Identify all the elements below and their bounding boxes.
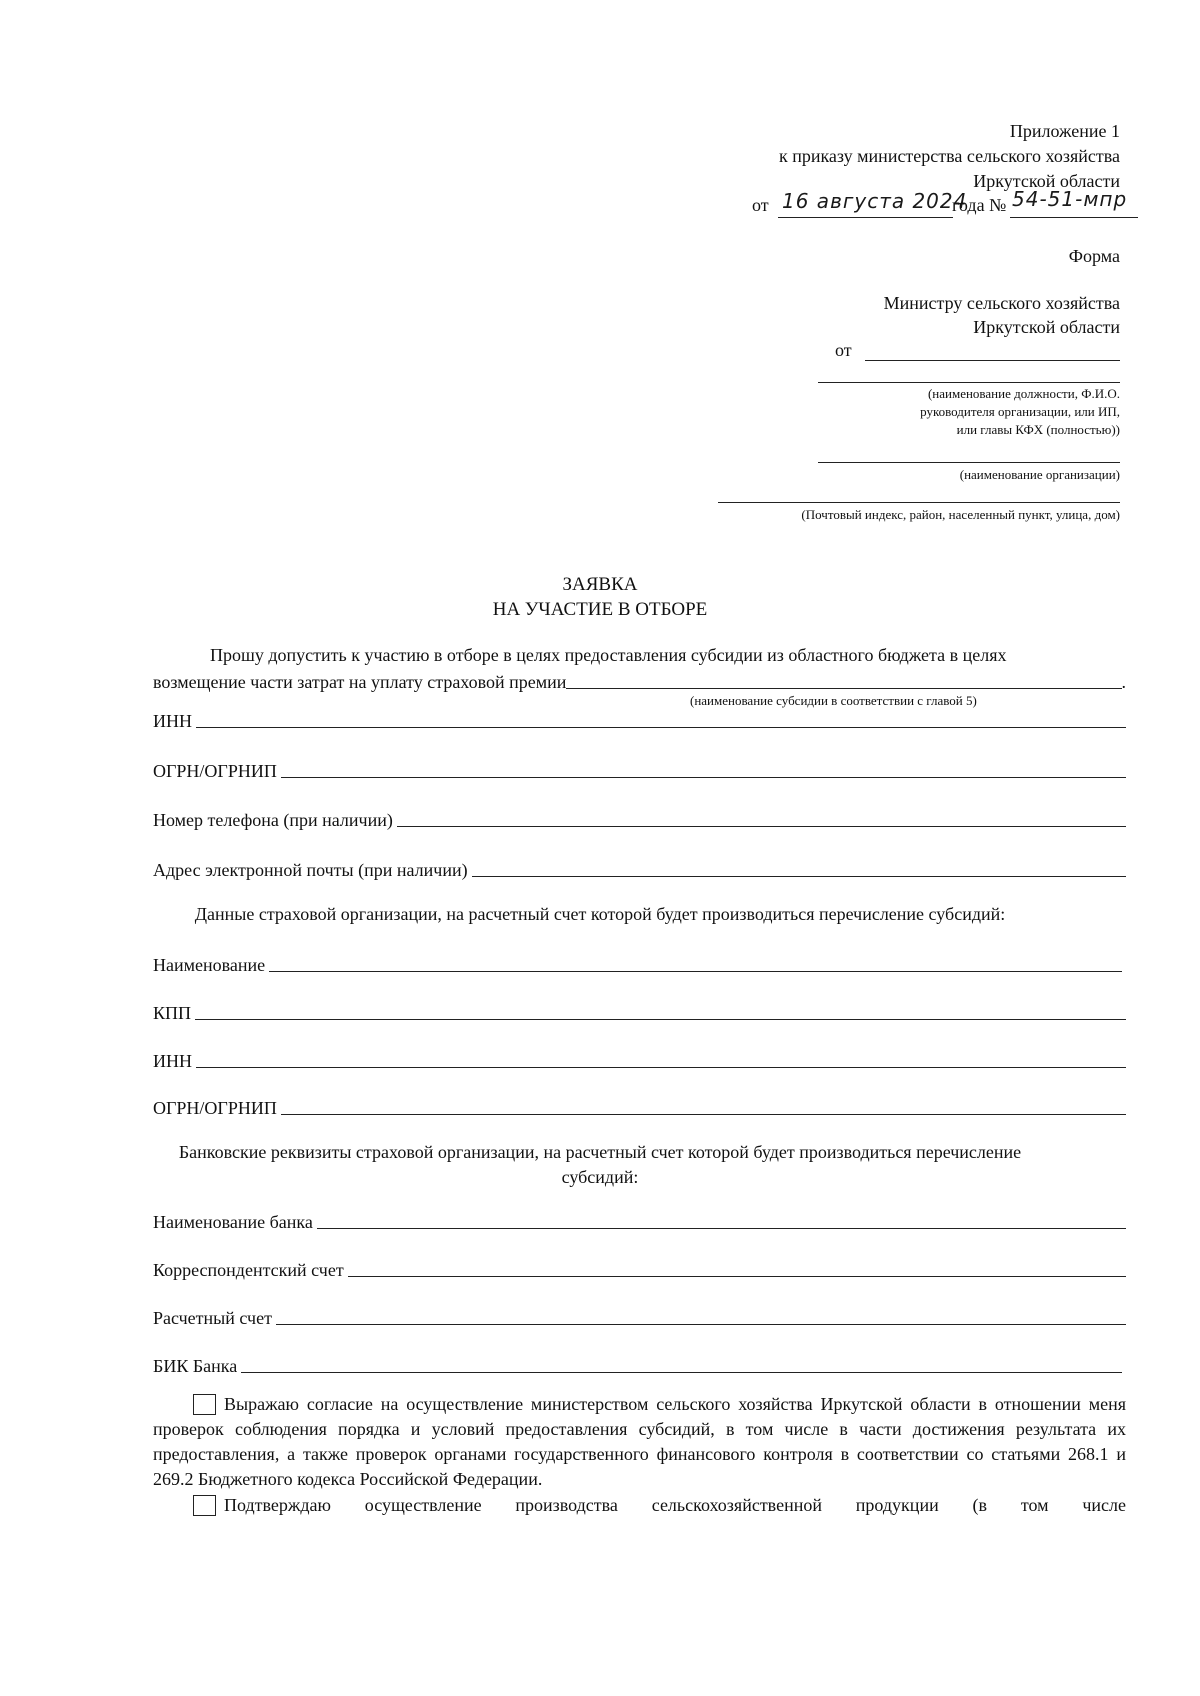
- address-underline: [718, 502, 1120, 503]
- addressee-line1: Министру сельского хозяйства: [883, 293, 1120, 313]
- applicant-ogrn-line[interactable]: [281, 776, 1126, 778]
- corr-account-label: Корреспондентский счет: [153, 1260, 344, 1280]
- consent-audit-text: Выражаю согласие на осуществление министерством сельского хозяйства Иркутской области в отношении меня проверок соблюдения порядка и условий предоставления субсидий, в том числе в части достижения результата их предоставления, а также проверок органами государственного финансового контроля в соответствии со статьями 268.1 и 269.2 Бюджетного кодекса Российской Федерации.: [153, 1394, 1126, 1489]
- insurer-ogrn-field[interactable]: [153, 1093, 1126, 1119]
- insurer-kpp-label: КПП: [153, 1003, 192, 1023]
- consent-production-text: Подтверждаю осуществление производства сельскохозяйственной продукции (в том числе: [224, 1495, 1126, 1515]
- handwritten-number: 54-51-мпр: [1012, 187, 1128, 211]
- settlement-account-label: Расчетный счет: [153, 1308, 272, 1328]
- addressee-line2: Иркутской области: [973, 317, 1120, 337]
- corr-account-line[interactable]: [348, 1275, 1126, 1277]
- bank-heading-line1: Банковские реквизиты страховой организации, на расчетный счет которой будет производиться перечисление: [178, 1142, 1022, 1162]
- insurer-name-label: Наименование: [153, 955, 266, 975]
- bank-name-field[interactable]: [153, 1207, 1126, 1233]
- bank-heading-line2: субсидий:: [561, 1167, 639, 1187]
- insurer-heading: Данные страховой организации, на расчетный счет которой будет производиться перечисление субсидий:: [194, 904, 1006, 924]
- order-line1: к приказу министерства сельского хозяйства: [778, 146, 1120, 166]
- request-line2: [153, 667, 1126, 693]
- insurer-kpp-line[interactable]: [195, 1018, 1126, 1020]
- document-subtitle: НА УЧАСТИЕ В ОТБОРЕ: [492, 599, 708, 620]
- bank-bik-field[interactable]: [153, 1351, 1122, 1377]
- from-label: от: [835, 340, 852, 360]
- insurer-inn-line[interactable]: [196, 1066, 1126, 1068]
- applicant-email-line[interactable]: [472, 875, 1126, 877]
- hint-name-3: или главы КФХ (полностью)): [956, 422, 1120, 437]
- request-line2-end: .: [1121, 672, 1126, 692]
- insurer-inn-label: ИНН: [153, 1051, 192, 1071]
- insurer-name-field[interactable]: [153, 950, 1122, 976]
- settlement-account-line[interactable]: [276, 1323, 1126, 1325]
- hint-subsidy-name: (наименование субсидии в соответствии с главой 5): [690, 693, 977, 708]
- hint-name-2: руководителя организации, или ИП,: [920, 404, 1120, 419]
- insurer-ogrn-label: ОГРН/ОГРНИП: [153, 1098, 277, 1118]
- appendix-label: Приложение 1: [1009, 121, 1120, 141]
- applicant-phone-field[interactable]: [153, 805, 1126, 831]
- applicant-phone-line[interactable]: [397, 825, 1126, 827]
- handwritten-date: 16 августа 2024: [782, 189, 968, 213]
- order-line2: Иркутской области: [973, 171, 1120, 191]
- order-date-line: [752, 187, 1142, 223]
- bank-name-label: Наименование банка: [153, 1212, 313, 1232]
- name-underline: [818, 382, 1120, 383]
- applicant-phone-label: Номер телефона (при наличии): [153, 810, 393, 830]
- applicant-email-label: Адрес электронной почты (при наличии): [153, 860, 468, 880]
- hint-name-1: (наименование должности, Ф.И.О.: [927, 386, 1120, 401]
- addressee-from-row: [835, 340, 1120, 366]
- bank-bik-line[interactable]: [241, 1371, 1122, 1373]
- form-label: Форма: [1068, 246, 1120, 266]
- request-line1: Прошу допустить к участию в отборе в целях предоставления субсидии из областного бюджета в целях: [210, 645, 1007, 665]
- hint-org: (наименование организации): [959, 467, 1120, 482]
- document-title: ЗАЯВКА: [562, 574, 638, 595]
- date-prefix: от: [752, 195, 769, 215]
- subsidy-name-underline: [566, 688, 1121, 689]
- applicant-inn-line[interactable]: [196, 726, 1126, 728]
- hint-address: (Почтовый индекс, район, населенный пункт, улица, дом): [801, 507, 1120, 522]
- insurer-kpp-field[interactable]: [153, 998, 1126, 1024]
- applicant-ogrn-field[interactable]: [153, 756, 1126, 782]
- bank-bik-label: БИК Банка: [153, 1356, 238, 1376]
- applicant-ogrn-label: ОГРН/ОГРНИП: [153, 761, 277, 781]
- corr-account-field[interactable]: [153, 1255, 1126, 1281]
- applicant-inn-label: ИНН: [153, 711, 192, 731]
- from-underline: [865, 360, 1120, 361]
- bank-name-line[interactable]: [317, 1227, 1126, 1229]
- org-underline: [818, 462, 1120, 463]
- applicant-inn-field[interactable]: [153, 706, 1126, 732]
- insurer-inn-field[interactable]: [153, 1046, 1126, 1072]
- insurer-ogrn-line[interactable]: [281, 1113, 1126, 1115]
- request-line2-text: возмещение части затрат на уплату страховой премии: [153, 672, 567, 692]
- date-underline: [778, 217, 953, 218]
- applicant-email-field[interactable]: [153, 855, 1126, 881]
- insurer-name-line[interactable]: [269, 970, 1122, 972]
- date-suffix: года №: [952, 195, 1007, 215]
- settlement-account-field[interactable]: [153, 1303, 1126, 1329]
- number-underline: [1010, 217, 1138, 218]
